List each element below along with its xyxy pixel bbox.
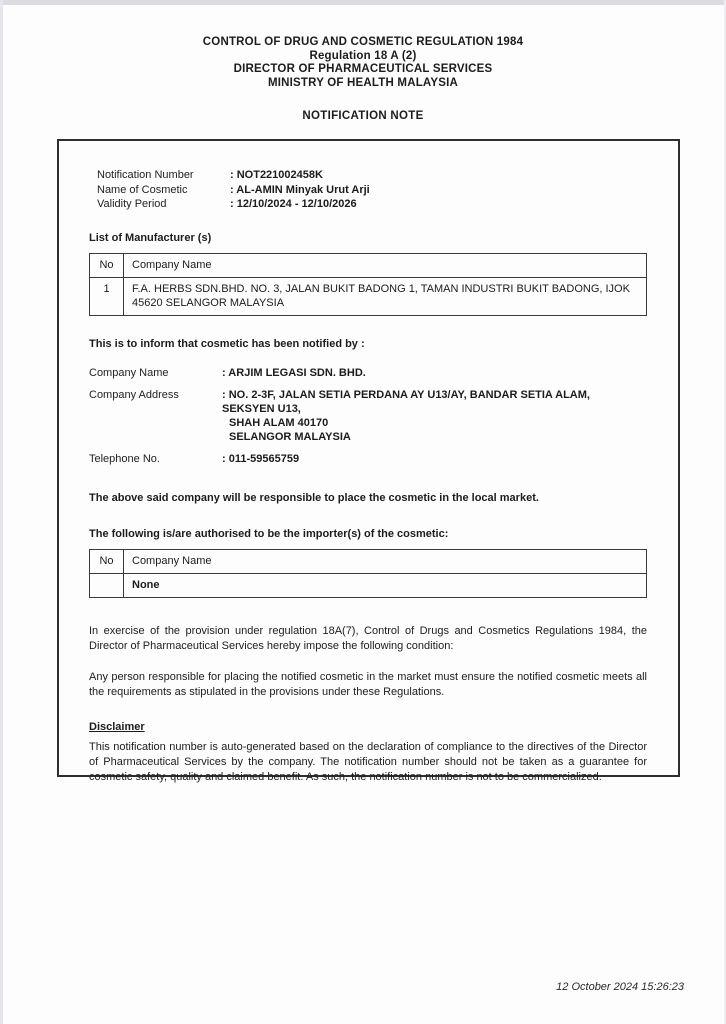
company-name-label: Company Name: [89, 367, 169, 379]
validity-period-value: : 12/10/2024 - 12/10/2026: [230, 198, 357, 210]
notified-by-heading: This is to inform that cosmetic has been notified by :: [89, 338, 365, 350]
company-address-value: [222, 388, 590, 444]
page-title: NOTIFICATION NOTE: [302, 110, 424, 122]
company-address-line-1: : NO. 2-3F, JALAN SETIA PERDANA AY U13/AY, BANDAR SETIA ALAM,: [222, 389, 590, 401]
company-address-line-2: SEKSYEN U13,: [222, 403, 301, 415]
responsibility-statement: The above said company will be responsible to place the cosmetic in the local market.: [89, 492, 539, 504]
importer-table-header-row: [90, 550, 647, 574]
notification-box: [57, 139, 680, 783]
table-row: [90, 574, 647, 598]
notification-details: [97, 168, 647, 211]
importer-col-company: Company Name: [124, 550, 647, 574]
notification-number-value: : NOT221002458K: [230, 169, 323, 181]
notification-number-label: Notification Number: [97, 169, 194, 181]
manufacturer-row-company: F.A. HERBS SDN.BHD. NO. 3, JALAN BUKIT BADONG 1, TAMAN INDUSTRI BUKIT BADONG, IJOK 45620 SELANGOR MALAYSIA: [124, 278, 647, 316]
notification-number-row: [97, 168, 647, 182]
telephone-value: : 011-59565759: [222, 453, 300, 465]
cosmetic-name-label: Name of Cosmetic: [97, 183, 188, 196]
manufacturer-table-header-row: [90, 254, 647, 278]
validity-period-label: Validity Period: [97, 198, 167, 210]
manufacturer-table: [89, 253, 647, 316]
cosmetic-name-value: : AL-AMIN Minyak Urut Arji: [230, 183, 370, 196]
table-row: [90, 278, 647, 316]
importer-col-no: No: [90, 550, 124, 574]
disclaimer-heading: Disclaimer: [89, 721, 145, 733]
importer-section-heading: The following is/are authorised to be the importer(s) of the cosmetic:: [89, 528, 449, 540]
manufacturer-col-no: No: [90, 254, 124, 278]
importer-row-no: [90, 574, 124, 598]
header-line-regulation-sub: Regulation 18 A (2): [309, 49, 417, 62]
document-header: [0, 36, 726, 90]
company-name-value: : ARJIM LEGASI SDN. BHD.: [222, 367, 366, 379]
company-address-line-3: SHAH ALAM 40170: [229, 417, 329, 429]
header-line-regulation: CONTROL OF DRUG AND COSMETIC REGULATION 1984: [202, 36, 524, 48]
notified-company-details: [89, 366, 647, 466]
header-line-ministry: MINISTRY OF HEALTH MALAYSIA: [267, 76, 459, 89]
header-line-director: DIRECTOR OF PHARMACEUTICAL SERVICES: [233, 63, 493, 75]
company-address-label: Company Address: [89, 389, 179, 401]
condition-paragraph-2: Any person responsible for placing the notified cosmetic in the market must ensure the notified cosmetic meets all the requirements as stipulated in the provisions under these Regulations.: [89, 671, 647, 698]
importer-row-company: None: [124, 574, 647, 598]
company-name-row: [89, 366, 647, 380]
manufacturer-col-company: Company Name: [124, 254, 647, 278]
company-address-line-4: SELANGOR MALAYSIA: [229, 431, 351, 443]
manufacturer-row-no: 1: [90, 278, 124, 316]
cosmetic-name-row: [97, 183, 647, 197]
importer-table: [89, 549, 647, 598]
company-address-row: [89, 388, 647, 444]
generated-timestamp: 12 October 2024 15:26:23: [556, 981, 684, 993]
telephone-label: Telephone No.: [89, 453, 160, 465]
disclaimer-paragraph: This notification number is auto-generated based on the declaration of compliance to the directives of the Director of Pharmaceutical Services by the company. The notification number should not be taken as a guarantee for cosmetic safety, quality and claimed benefit. As such, the notification number is not to be commercialized.: [89, 741, 647, 783]
telephone-row: [89, 452, 647, 466]
manufacturer-section-heading: List of Manufacturer (s): [89, 232, 212, 244]
condition-paragraph-1: In exercise of the provision under regulation 18A(7), Control of Drugs and Cosmetics Regulations 1984, the Director of Pharmaceutical Services hereby impose the following condition:: [89, 625, 647, 652]
validity-period-row: [97, 197, 647, 211]
